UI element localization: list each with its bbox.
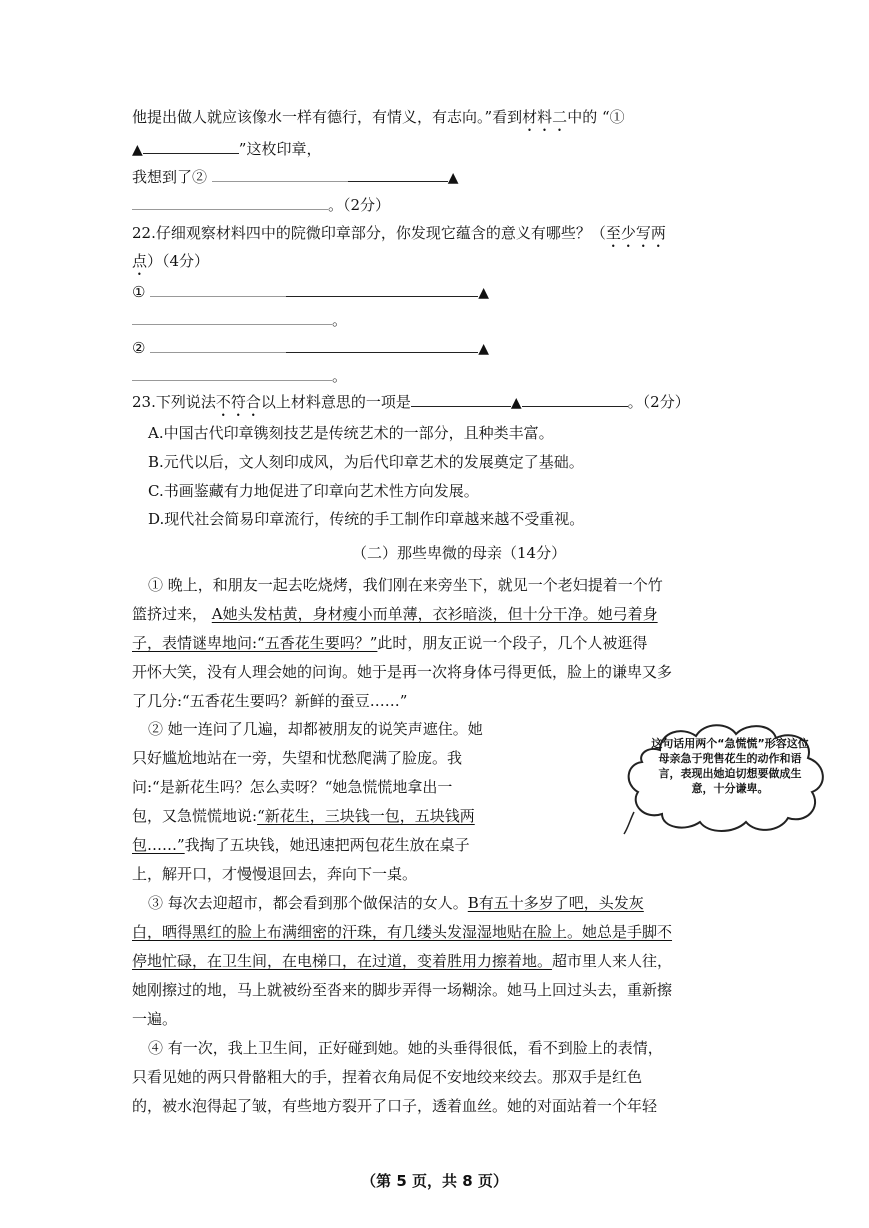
- answer-marker: ▲: [447, 170, 459, 186]
- p3-line-1: ③ 每次去迎超市，都会看到那个做保洁的女人。B有五十多岁了吧，头发灰: [148, 894, 644, 912]
- q23-option-b: B.元代以后，文人刻印成风，为后代印章艺术的发展奠定了基础。: [148, 453, 584, 471]
- p2-line-1: ② 她一连问了几遍，却都被朋友的说笑声遮住。她: [148, 720, 483, 738]
- answer-marker: ▲: [510, 395, 522, 411]
- q22-answer-blank-2a[interactable]: [150, 337, 286, 353]
- q22-answer-blank-1c[interactable]: [132, 309, 332, 325]
- p4-line-1: ④ 有一次，我上卫生间，正好碰到她。她的头垂得很低，看不到脸上的表情，: [148, 1039, 663, 1057]
- p4-line-3: 的，被水泡得起了皱，有些地方裂开了口子，透着血丝。她的对面站着一个年轻: [132, 1097, 658, 1115]
- q23-option-a: A.中国古代印章镌刻技艺是传统艺术的一部分，且种类丰富。: [148, 424, 554, 442]
- underlined-sentence-a: A她头发枯黄，身材瘦小而单薄，衣衫暗淡，但十分干净。她弓着身: [211, 605, 658, 623]
- q22-item-2: ② ▲: [132, 339, 490, 357]
- q23-emphasis-not-match: 不符合: [215, 393, 261, 411]
- q21-line-1: 他提出做人就应该像水一样有德行，有情义，有志向。”看到材料二中的 “①: [132, 108, 625, 126]
- q22-answer-blank-2b[interactable]: [286, 337, 478, 353]
- q23-answer-blank-b[interactable]: [522, 391, 628, 407]
- p1-line-2: 篮挤过来， A她头发枯黄，身材瘦小而单薄，衣衫暗淡，但十分干净。她弓着身: [132, 605, 658, 623]
- p2-line-4: 包，又急慌慌地说:“新花生，三块钱一包，五块钱两: [132, 807, 475, 825]
- q22-line-1: 22.仔细观察材料四中的院微印章部分，你发现它蕴含的意义有哪些？（至少写两: [132, 224, 666, 242]
- q22-item-1-cont: 。: [132, 309, 347, 331]
- q21-line-3: 我想到了② ▲: [132, 168, 459, 186]
- q22-item-1: ① ▲: [132, 283, 490, 301]
- p1-line-3: 子，表情谜卑地问:“五香花生要吗？”此时，朋友正说一个段子，几个人被逛得: [132, 634, 648, 652]
- q21-answer-blank-1[interactable]: [143, 138, 239, 154]
- q22-answer-blank-1a[interactable]: [150, 281, 286, 297]
- q21-answer-blank-2a[interactable]: [212, 166, 348, 182]
- answer-marker: ▲: [478, 285, 490, 301]
- q21-answer-blank-2c[interactable]: [132, 194, 328, 210]
- q21-line-2: ▲ ”这枚印章，: [132, 140, 322, 158]
- p3-line-5: 一遍。: [132, 1010, 178, 1028]
- q22-answer-blank-1b[interactable]: [286, 281, 478, 297]
- q22-line-2: 点）（4分）: [132, 252, 210, 270]
- p2-line-3: 问:“是新花生吗？怎么卖呀？“她急慌慌地拿出一: [132, 778, 453, 796]
- q23-answer-blank-a[interactable]: [411, 391, 511, 407]
- q23-option-d: D.现代社会简易印章流行，传统的手工制作印章越来越不受重视。: [148, 510, 585, 528]
- p1-line-5: 了几分:“五香花生要吗？新鲜的蚕豆……”: [132, 692, 408, 710]
- page-footer: （第 5 页，共 8 页）: [361, 1172, 508, 1190]
- q21-answer-blank-2b[interactable]: [348, 166, 448, 182]
- p1-line-1: ① 晚上，和朋友一起去吃烧烤，我们刚在来旁坐下，就见一个老妇提着一个竹: [148, 576, 663, 594]
- p2-line-2: 只好尴尬地站在一旁，失望和忧愁爬满了脸庞。我: [132, 749, 463, 767]
- q23-option-c: C.书画鉴藏有力地促进了印章向艺术性方向发展。: [148, 482, 479, 500]
- p3-line-4: 她刚擦过的地，马上就被纷至沓来的脚步弄得一场糊涂。她马上回过头去，重新擦: [132, 981, 673, 999]
- q22-item-2-cont: 。: [132, 365, 347, 387]
- p2-line-6: 上，解开口，才慢慢退回去，奔向下一桌。: [132, 865, 418, 883]
- section-title: （二）那些卑微的母亲（14分）: [352, 544, 567, 562]
- p2-line-5: 包……”我掏了五块钱，她迅速把两包花生放在桌子: [132, 836, 470, 854]
- q22-answer-blank-2c[interactable]: [132, 365, 332, 381]
- annotation-cloud-text: 这句话用两个“急慌慌”形容这位母亲急于兜售花生的动作和语言，表现出她迫切想要做成生意，十分谦卑。: [651, 737, 809, 795]
- answer-marker: ▲: [478, 341, 490, 357]
- answer-marker: ▲: [132, 142, 143, 158]
- p3-line-2: 白，晒得黑红的脸上布满细密的汗珠，有几缕头发湿湿地贴在脸上。她总是手脚不: [132, 923, 673, 941]
- q23-stem: 23.下列说法不符合以上材料意思的一项是 ▲ 。（2分）: [132, 393, 690, 411]
- q21-emphasis-material-two: 材料二: [522, 108, 568, 126]
- p3-line-3: 停地忙碌，在卫生间，在电梯口，在过道，变着胜用力擦着地。超市里人来人往，: [132, 952, 673, 970]
- underlined-sentence-b: B有五十多岁了吧，头发灰: [467, 894, 644, 912]
- p4-line-2: 只看见她的两只骨骼粗大的手，捏着衣角局促不安地绞来绞去。那双手是红色: [132, 1068, 643, 1086]
- q22-emphasis-at-least-two: 至少写两: [605, 224, 666, 242]
- underlined-quote: “新花生，三块钱一包，五块钱两: [257, 807, 475, 825]
- q21-line-4: 。（2分）: [132, 194, 390, 216]
- p1-line-4: 开怀大笑，没有人理会她的问询。她于是再一次将身体弓得更低，脸上的谦卑又多: [132, 663, 673, 681]
